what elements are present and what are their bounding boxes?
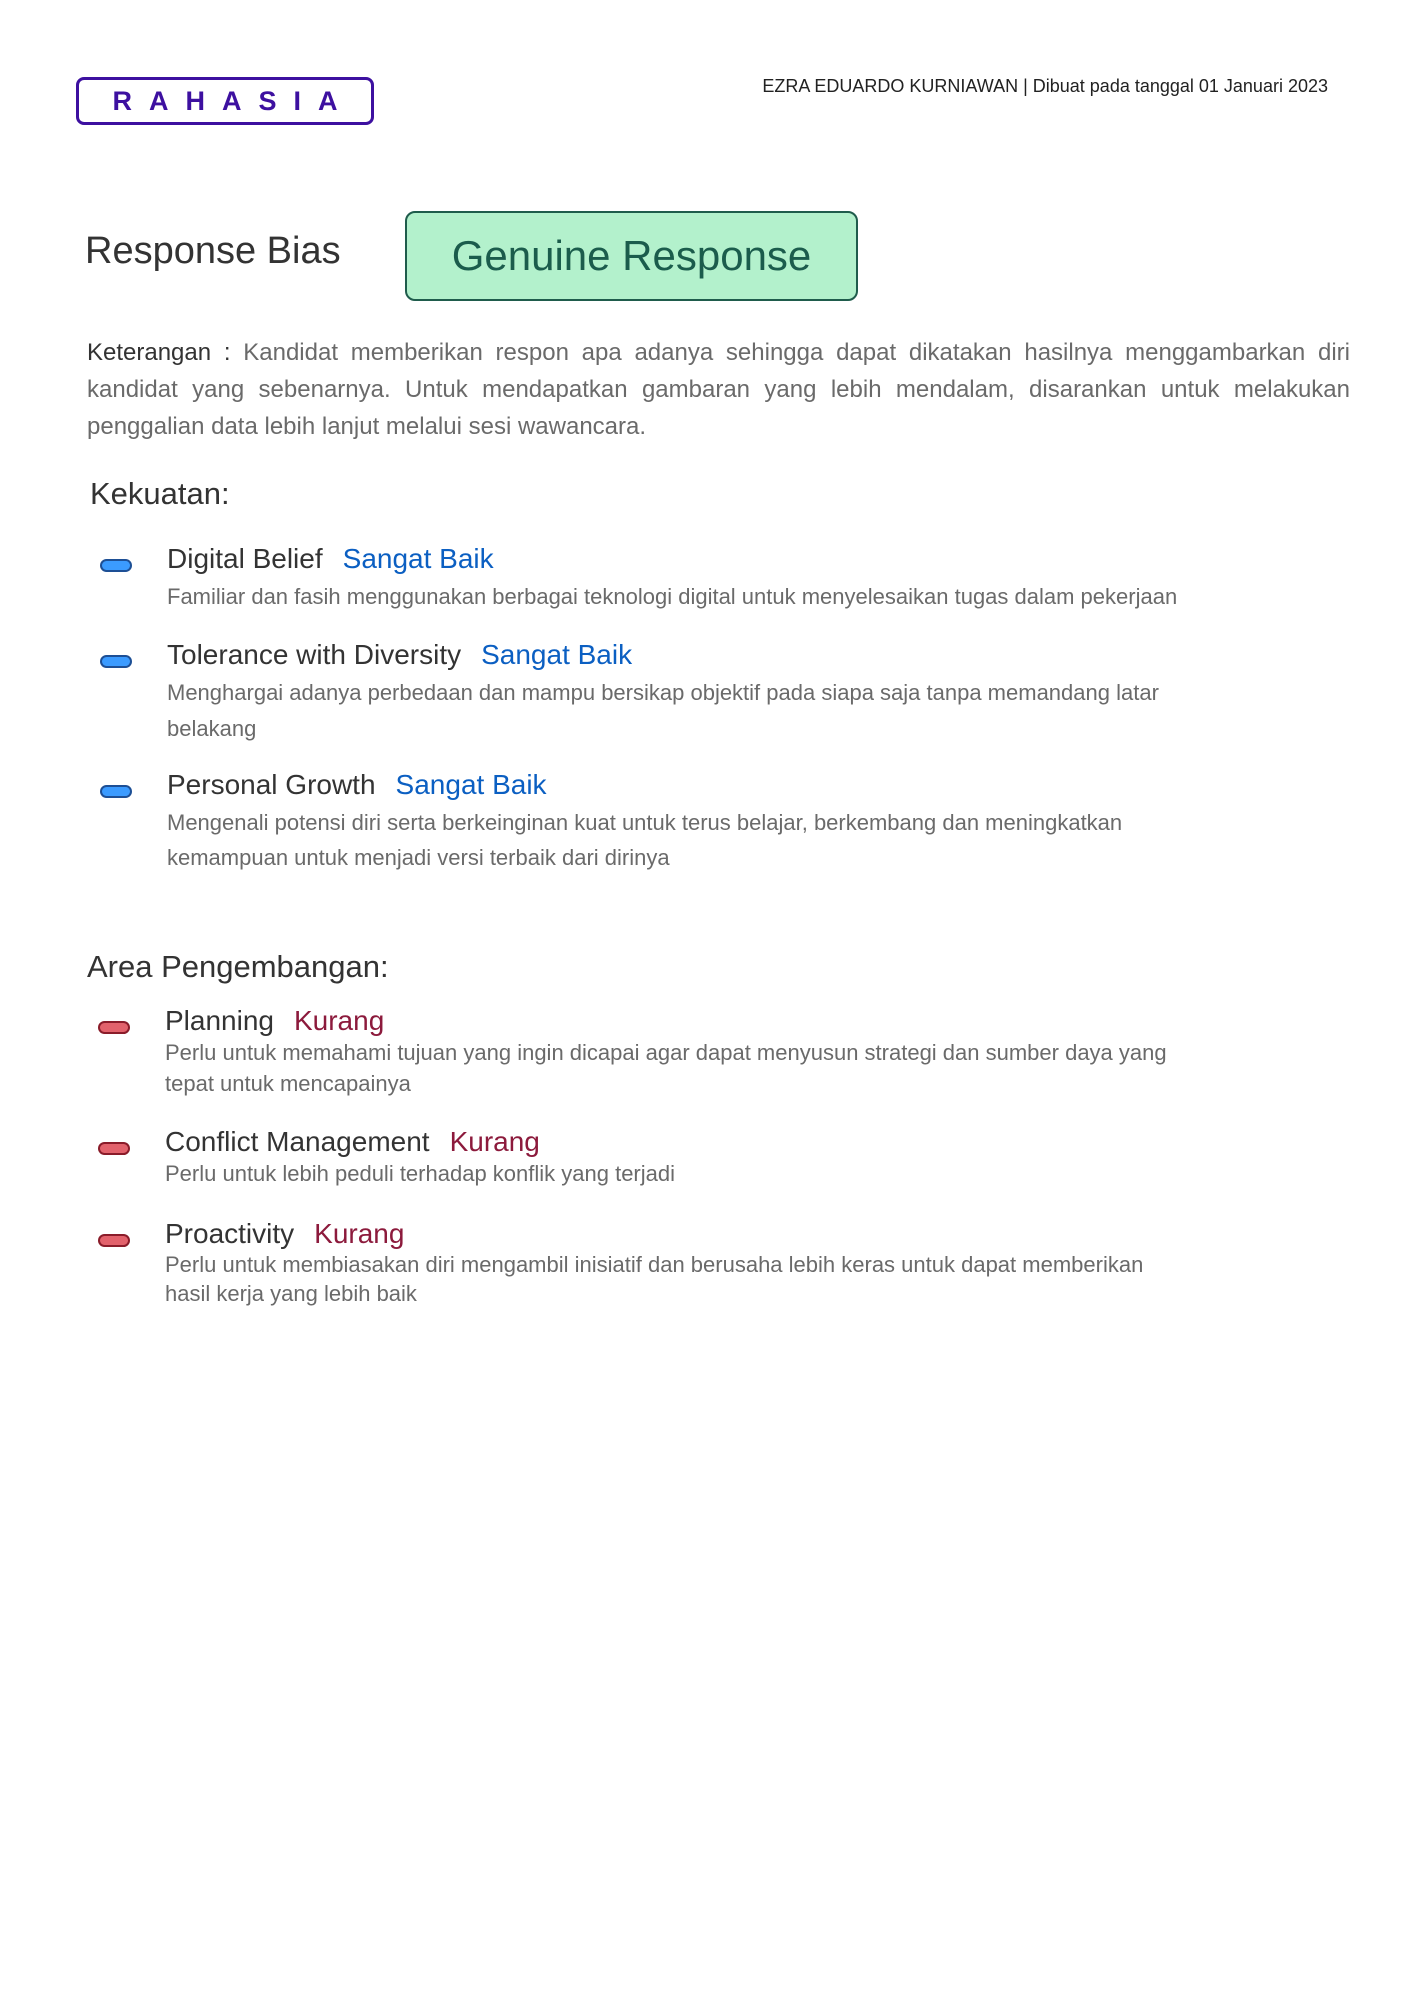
competency-name: Proactivity bbox=[165, 1218, 295, 1249]
competency-level: Kurang bbox=[314, 1218, 405, 1249]
keterangan-text: Kandidat memberikan respon apa adanya sehingga dapat dikatakan hasilnya menggambarkan diri kandidat yang sebenarnya. Untuk mendapatkan gambaran yang lebih mendalam, disarankan untuk melakukan penggalian data lebih lanjut melalui sesi wawancara. bbox=[87, 339, 1351, 440]
competency-name: Personal Growth bbox=[167, 769, 376, 800]
blue-pill-icon bbox=[100, 559, 132, 572]
confidential-badge: RAHASIA bbox=[76, 77, 374, 125]
report-meta: EZRA EDUARDO KURNIAWAN | Dibuat pada tanggal 01 Januari 2023 bbox=[762, 76, 1328, 96]
red-pill-icon bbox=[98, 1142, 130, 1155]
competency-desc: Familiar dan fasih menggunakan berbagai teknologi digital untuk menyelesaikan tugas dalam pekerjaan bbox=[167, 584, 1178, 609]
competency-level: Sangat Baik bbox=[481, 639, 633, 670]
competency-level: Sangat Baik bbox=[395, 769, 547, 800]
response-bias-badge: Genuine Response bbox=[405, 211, 858, 301]
development-title: Area Pengembangan: bbox=[87, 949, 389, 984]
blue-pill-icon bbox=[100, 785, 132, 798]
blue-pill-icon bbox=[100, 655, 132, 668]
competency-name: Tolerance with Diversity bbox=[167, 639, 462, 670]
response-bias-label: Response Bias bbox=[85, 230, 341, 272]
competency-name: Conflict Management bbox=[165, 1126, 430, 1157]
competency-name: Planning bbox=[165, 1005, 274, 1036]
strengths-title: Kekuatan: bbox=[90, 476, 230, 511]
competency-name: Digital Belief bbox=[167, 543, 323, 574]
competency-desc: Perlu untuk memahami tujuan yang ingin dicapai agar dapat menyusun strategi dan sumber daya yang tepat untuk mencapainya bbox=[165, 1040, 1167, 1096]
competency-desc: Menghargai adanya perbedaan dan mampu bersikap objektif pada siapa saja tanpa memandang latar belakang bbox=[167, 680, 1159, 741]
competency-desc: Perlu untuk membiasakan diri mengambil inisiatif dan berusaha lebih keras untuk dapat memberikan hasil kerja yang lebih baik bbox=[165, 1252, 1144, 1306]
competency-level: Kurang bbox=[449, 1126, 540, 1157]
competency-level: Sangat Baik bbox=[342, 543, 494, 574]
red-pill-icon bbox=[98, 1234, 130, 1247]
keterangan-paragraph bbox=[87, 334, 1350, 445]
competency-desc: Mengenali potensi diri serta berkeinginan kuat untuk terus belajar, berkembang dan meningkatkan kemampuan untuk menjadi versi terbaik dari dirinya bbox=[167, 810, 1123, 870]
competency-desc: Perlu untuk lebih peduli terhadap konflik yang terjadi bbox=[165, 1161, 675, 1186]
red-pill-icon bbox=[98, 1021, 130, 1034]
keterangan-label: Keterangan : bbox=[87, 339, 231, 366]
competency-level: Kurang bbox=[293, 1005, 385, 1036]
